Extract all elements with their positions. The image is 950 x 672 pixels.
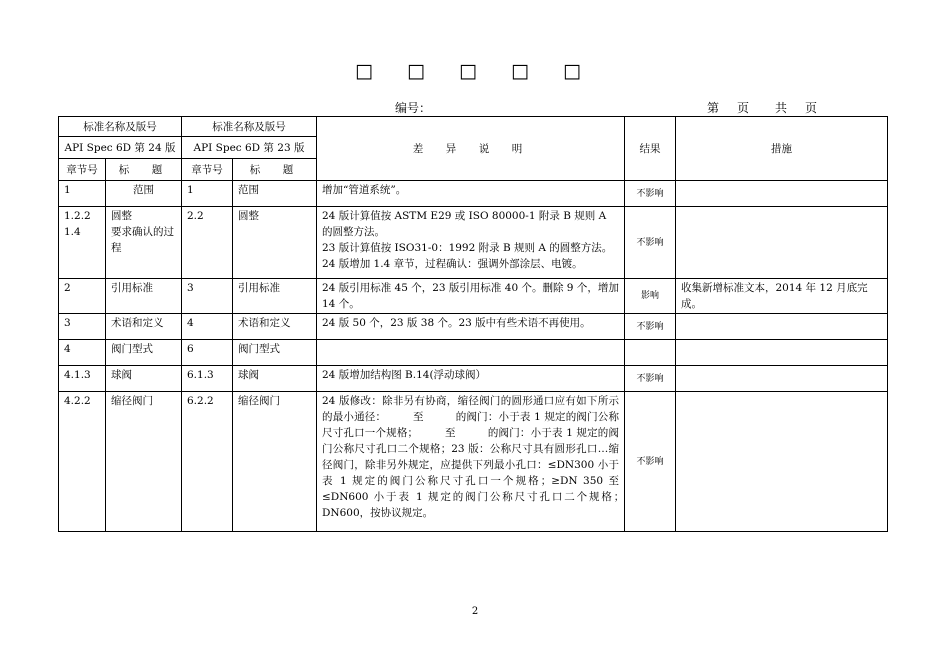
title-24: 阀门型式 xyxy=(106,340,182,366)
page-number: 2 xyxy=(471,606,479,617)
table-row xyxy=(59,392,888,532)
chapter-24: 4.1.3 xyxy=(59,366,106,392)
comparison-table xyxy=(58,116,888,532)
chapter-24: 1.2.2 1.4 xyxy=(59,207,106,279)
title-24: 范围 xyxy=(106,181,182,207)
title-23: 圆整 xyxy=(233,207,317,279)
diff-text: 24 版 50 个，23 版 38 个。23 版中有些术语不再使用。 xyxy=(317,314,625,340)
diff-header: 差 异 说 明 xyxy=(317,117,625,181)
page-part-2: 页 xyxy=(737,101,750,115)
chapter-24: 1 xyxy=(59,181,106,207)
heading-header-23: 标 题 xyxy=(233,159,317,181)
table-row xyxy=(59,181,888,207)
diff-text: 24 版增加结构图 B.14(浮动球阀） xyxy=(317,366,625,392)
result-value: 不影响 xyxy=(625,366,676,392)
title-24: 术语和定义 xyxy=(106,314,182,340)
chapter-24: 3 xyxy=(59,314,106,340)
diff-text: 24 版引用标准 45 个，23 版引用标准 40 个。删除 9 个，增加 14 个。 xyxy=(317,279,625,314)
result-value xyxy=(625,340,676,366)
measure-text xyxy=(676,366,888,392)
result-value: 不影响 xyxy=(625,181,676,207)
result-value: 影响 xyxy=(625,279,676,314)
chapter-23: 6.2.2 xyxy=(182,392,233,532)
title-23: 术语和定义 xyxy=(233,314,317,340)
chapter-24: 4.2.2 xyxy=(59,392,106,532)
title-24: 引用标准 xyxy=(106,279,182,314)
chapter-23: 2.2 xyxy=(182,207,233,279)
heading-header-24: 标 题 xyxy=(106,159,182,181)
measure-text xyxy=(676,314,888,340)
title-24: 缩径阀门 xyxy=(106,392,182,532)
page-part-1: 第 xyxy=(707,101,720,115)
chapter-24: 4 xyxy=(59,340,106,366)
result-value: 不影响 xyxy=(625,314,676,340)
std-name-label-24: 标准名称及版号 xyxy=(59,117,182,137)
chapter-header-24: 章节号 xyxy=(59,159,106,181)
chapter-24: 2 xyxy=(59,279,106,314)
measure-text: 收集新增标准文本，2014 年 12 月底完成。 xyxy=(676,279,888,314)
title-23: 范围 xyxy=(233,181,317,207)
page-part-3: 共 xyxy=(775,101,788,115)
diff-text: 增加“管道系统”。 xyxy=(317,181,625,207)
result-header: 结果 xyxy=(625,117,676,181)
std-23-label: API Spec 6D 第 23 版 xyxy=(182,137,317,159)
page-indicator xyxy=(707,99,835,116)
diff-text: 24 版修改：除非另有协商，缩径阀门的圆形通口应有如下所示的最小通径： 至 的阀门：小于表 1 规定的阀门公称尺寸孔口一个规格； 至 的阀门：小于表 1 规定的阀门公称尺寸孔口二个规格；23 版：公称尺寸具有圆形孔口…缩径阀门，除非另外规定，应提供下列最小孔口：≤DN300 小于表 1 规定的阀门公称尺寸孔口一个规格；≥DN 350 至≤DN600 小于表 1 规定的阀门公称尺寸孔口二个规格； DN600，按协议规定。 xyxy=(317,392,625,532)
result-value: 不影响 xyxy=(625,207,676,279)
chapter-23: 3 xyxy=(182,279,233,314)
measure-text xyxy=(676,340,888,366)
document-number-label: 编号： xyxy=(395,101,432,115)
chapter-23: 1 xyxy=(182,181,233,207)
title-24: 球阀 xyxy=(106,366,182,392)
measure-text xyxy=(676,207,888,279)
measure-header: 措施 xyxy=(676,117,888,181)
std-24-label: API Spec 6D 第 24 版 xyxy=(59,137,182,159)
diff-text: 24 版计算值按 ASTM E29 或 ISO 80000-1 附录 B 规则 A 的圆整方法。 23 版计算值按 ISO31-0：1992 附录 B 规则 A 的圆整方法。 24 版增加 1.4 章节，过程确认：强调外部涂层、电镀。 xyxy=(317,207,625,279)
title-24: 圆整 要求确认的过程 xyxy=(106,207,182,279)
measure-text xyxy=(676,181,888,207)
table-row xyxy=(59,366,888,392)
table-row xyxy=(59,340,888,366)
document-title: □ □ □ □ □ xyxy=(355,60,595,82)
chapter-23: 4 xyxy=(182,314,233,340)
measure-text xyxy=(676,392,888,532)
page-part-4: 页 xyxy=(805,101,818,115)
chapter-header-23: 章节号 xyxy=(182,159,233,181)
chapter-23: 6.1.3 xyxy=(182,366,233,392)
title-23: 引用标准 xyxy=(233,279,317,314)
table-row xyxy=(59,207,888,279)
std-name-label-23: 标准名称及版号 xyxy=(182,117,317,137)
title-23: 缩径阀门 xyxy=(233,392,317,532)
title-23: 球阀 xyxy=(233,366,317,392)
diff-text xyxy=(317,340,625,366)
chapter-23: 6 xyxy=(182,340,233,366)
table-row xyxy=(59,279,888,314)
table-row xyxy=(59,314,888,340)
result-value: 不影响 xyxy=(625,392,676,532)
title-23: 阀门型式 xyxy=(233,340,317,366)
